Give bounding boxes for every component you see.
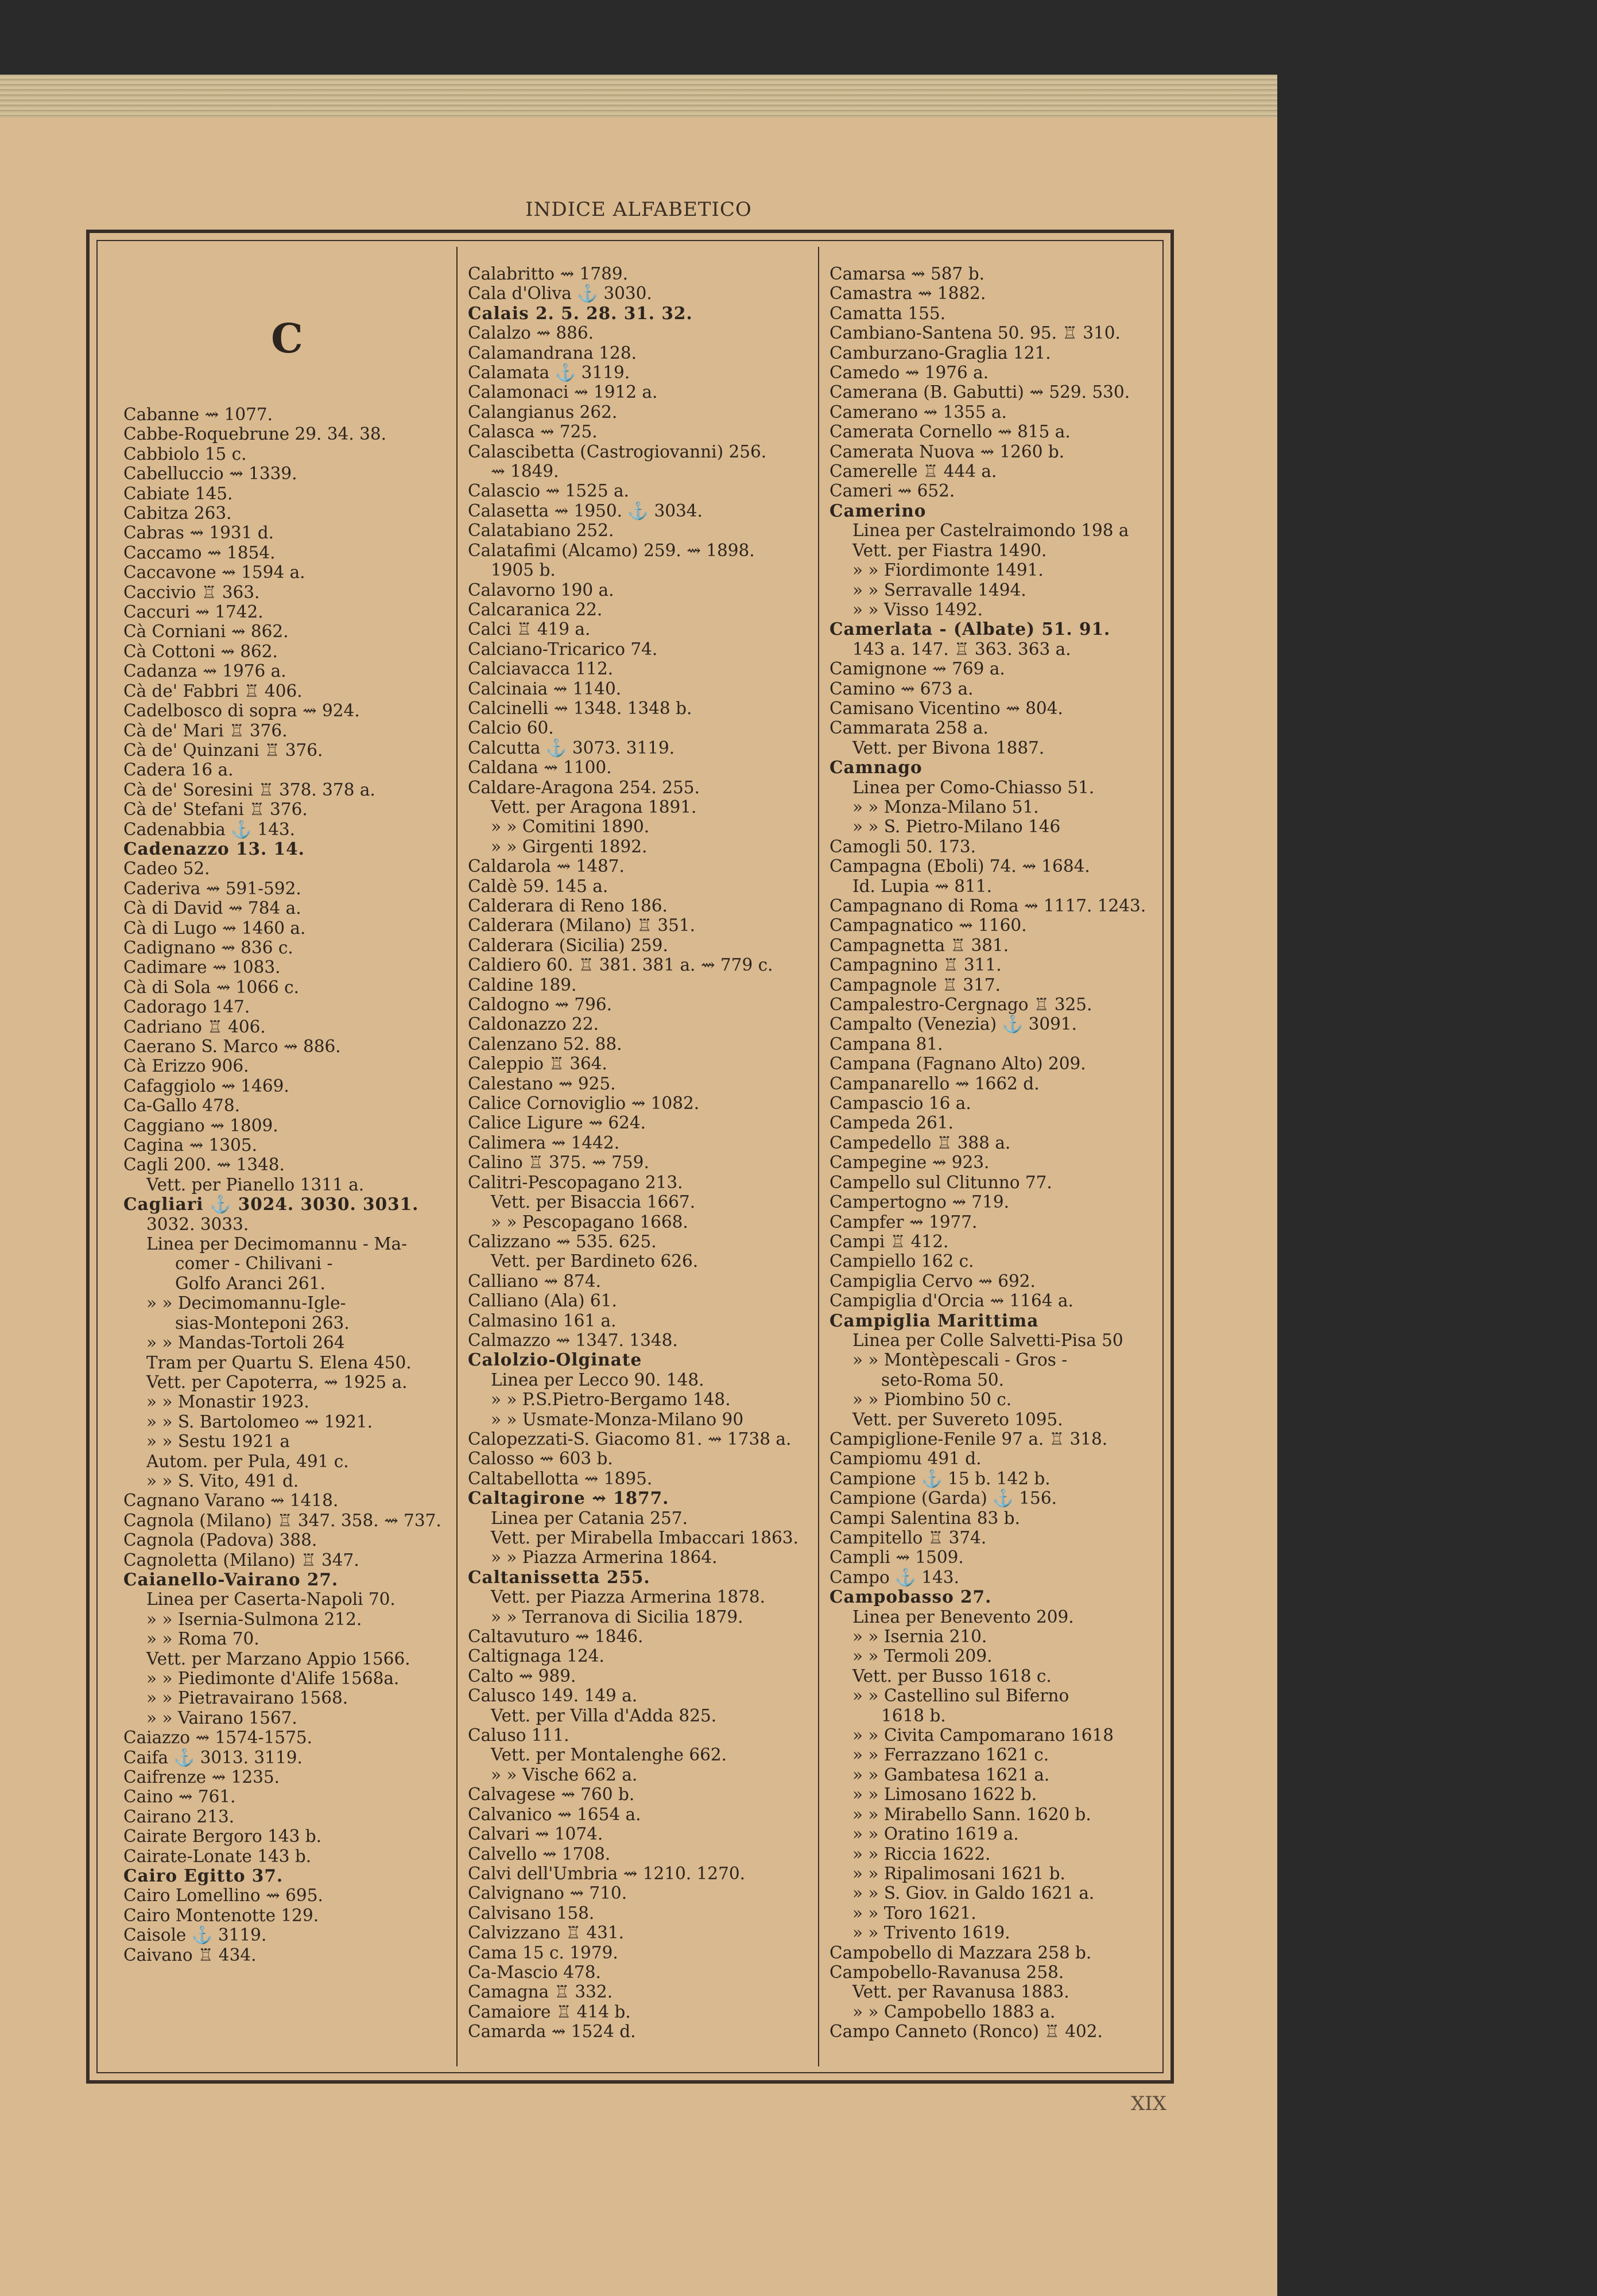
index-entry: Cà Erizzo 906.	[123, 1056, 249, 1076]
index-entry: Cairate-Lonate 143 b.	[123, 1846, 312, 1866]
index-entry: Camarsa ⇝ 587 b.	[829, 264, 984, 284]
index-entry: Calcinelli ⇝ 1348. 1348 b.	[468, 698, 692, 718]
index-entry: Calolzio-Olginate	[468, 1349, 642, 1370]
index-entry: » » Toro 1621.	[852, 1903, 976, 1923]
index-entry: Camerata Cornello ⇝ 815 a.	[829, 422, 1071, 442]
index-entry: Cabitza 263.	[123, 503, 232, 523]
index-entry: Campana 81.	[829, 1034, 943, 1054]
index-entry: » » Roma 70.	[146, 1629, 259, 1649]
index-entry: Caccivio ♖ 363.	[123, 582, 260, 602]
index-entry: Linea per Lecco 90. 148.	[491, 1370, 704, 1390]
index-entry: Calino ♖ 375. ⇝ 759.	[468, 1153, 649, 1173]
column-1-entries	[123, 405, 451, 1965]
index-entry: Calciavacca 112.	[468, 659, 614, 679]
index-entry: Campagna (Eboli) 74. ⇝ 1684.	[829, 856, 1090, 876]
index-entry: Campeda 261.	[829, 1113, 954, 1133]
index-entry: Cabelluccio ⇝ 1339.	[123, 464, 297, 484]
index-entry: Campegine ⇝ 923.	[829, 1153, 990, 1173]
index-entry: Caiazzo ⇝ 1574-1575.	[123, 1728, 312, 1748]
index-entry: » » Oratino 1619 a.	[852, 1824, 1019, 1844]
index-entry: Camerana (B. Gabutti) ⇝ 529. 530.	[829, 382, 1130, 402]
index-entry: Camerlata - (Albate) 51. 91.	[829, 619, 1111, 639]
index-entry: » » Usmate-Monza-Milano 90	[491, 1409, 744, 1429]
index-frame-inner	[96, 240, 1164, 2073]
index-entry: Caccamo ⇝ 1854.	[123, 542, 276, 563]
index-entry: Caino ⇝ 761.	[123, 1787, 236, 1807]
index-entry: Vett. per Aragona 1891.	[491, 797, 697, 817]
index-entry: Campobello di Mazzara 258 b.	[829, 1942, 1092, 1963]
index-entry: Caldogno ⇝ 796.	[468, 995, 613, 1015]
index-entry: Camerino	[829, 500, 927, 521]
index-entry: Ca-Gallo 478.	[123, 1096, 240, 1116]
index-entry: Golfo Aranci 261.	[175, 1273, 325, 1293]
index-entry: Cairano 213.	[123, 1806, 235, 1826]
index-entry: Calatafimi (Alcamo) 259. ⇝ 1898.	[468, 540, 755, 560]
index-entry: Cà de' Quinzani ♖ 376.	[123, 740, 323, 760]
index-entry: » » Civita Campomarano 1618	[852, 1725, 1114, 1746]
index-entry: Vett. per Ravanusa 1883.	[852, 1982, 1069, 2002]
index-entry: Calitri-Pescopagano 213.	[468, 1172, 683, 1192]
index-entry: Caldarola ⇝ 1487.	[468, 856, 625, 876]
index-entry: » » Vische 662 a.	[491, 1764, 638, 1785]
index-entry: Calamata ⚓ 3119.	[468, 363, 630, 383]
index-entry: Caldiero 60. ♖ 381. 381 a. ⇝ 779 c.	[468, 955, 773, 975]
index-entry: » » Serravalle 1494.	[852, 580, 1026, 600]
index-entry: » » Riccia 1622.	[852, 1844, 991, 1864]
index-entry: Cà di Lugo ⇝ 1460 a.	[123, 918, 306, 938]
index-entry: » » P.S.Pietro-Bergamo 148.	[491, 1390, 731, 1410]
index-entry: Cadenazzo 13. 14.	[123, 838, 305, 859]
index-entry: Calangianus 262.	[468, 402, 618, 422]
index-entry: 143 a. 147. ♖ 363. 363 a.	[852, 639, 1071, 659]
index-entry: Cà de' Mari ♖ 376.	[123, 720, 288, 740]
index-entry: » » Limosano 1622 b.	[852, 1785, 1037, 1805]
index-entry: Calice Cornoviglio ⇝ 1082.	[468, 1093, 700, 1114]
index-entry: » » Monza-Milano 51.	[852, 797, 1039, 817]
index-entry: Cabanne ⇝ 1077.	[123, 405, 273, 424]
index-entry: Cabbiolo 15 c.	[123, 444, 247, 464]
index-entry: Campello sul Clitunno 77.	[829, 1172, 1052, 1192]
index-entry: » » Sestu 1921 a	[146, 1432, 290, 1452]
index-entry: Camerata Nuova ⇝ 1260 b.	[829, 441, 1065, 461]
index-entry: Campagnetta ♖ 381.	[829, 935, 1009, 955]
index-entry: Cala d'Oliva ⚓ 3030.	[468, 284, 652, 304]
index-entry: Campione (Garda) ⚓ 156.	[829, 1488, 1057, 1508]
index-entry: Cairo Montenotte 129.	[123, 1905, 319, 1925]
index-entry: » » Piombino 50 c.	[852, 1390, 1012, 1410]
index-entry: » » Ferrazzano 1621 c.	[852, 1745, 1049, 1765]
index-entry: Linea per Castelraimondo 198 a	[852, 521, 1129, 541]
index-entry: Vett. per Bisaccia 1667.	[491, 1192, 696, 1212]
index-entry: Vett. per Villa d'Adda 825.	[491, 1705, 717, 1725]
index-entry: Vett. per Montalenghe 662.	[491, 1745, 727, 1765]
index-entry: Cameri ⇝ 652.	[829, 481, 955, 501]
index-entry: Campedello ♖ 388 a.	[829, 1133, 1011, 1153]
index-entry: Calavorno 190 a.	[468, 580, 614, 600]
index-entry: Camarda ⇝ 1524 d.	[468, 2022, 636, 2042]
index-entry: Caggiano ⇝ 1809.	[123, 1115, 278, 1135]
index-entry: Campobasso 27.	[829, 1587, 992, 1607]
index-entry: Cadelbosco di sopra ⇝ 924.	[123, 701, 360, 721]
index-entry: » » Comitini 1890.	[491, 817, 650, 837]
index-entry: Caldana ⇝ 1100.	[468, 758, 612, 778]
index-entry: Cadignano ⇝ 836 c.	[123, 937, 293, 957]
index-entry: » » Vairano 1567.	[146, 1708, 297, 1728]
index-entry: Calascibetta (Castrogiovanni) 256.	[468, 441, 767, 461]
column-divider	[456, 247, 458, 2066]
index-entry: Camerelle ♖ 444 a.	[829, 461, 997, 482]
index-entry: Calvagese ⇝ 760 b.	[468, 1785, 635, 1805]
index-entry: sias-Monteponi 263.	[175, 1313, 350, 1333]
index-entry: Campiomu 491 d.	[829, 1449, 982, 1469]
index-entry: Calais 2. 5. 28. 31. 32.	[468, 302, 693, 323]
index-entry: » » Campobello 1883 a.	[852, 2002, 1056, 2022]
index-entry: Campione ⚓ 15 b. 142 b.	[829, 1468, 1051, 1488]
index-entry: Campalestro-Cergnago ♖ 325.	[829, 995, 1092, 1015]
index-entry: Camogli 50. 173.	[829, 836, 976, 856]
index-entry: » » Termoli 209.	[852, 1646, 993, 1666]
index-entry: Calcaranica 22.	[468, 599, 603, 619]
index-entry: Calderara (Milano) ♖ 351.	[468, 916, 696, 936]
index-entry: » » Monastir 1923.	[146, 1392, 309, 1412]
index-entry: Calamonaci ⇝ 1912 a.	[468, 382, 658, 402]
index-entry: Linea per Colle Salvetti-Pisa 50	[852, 1330, 1123, 1350]
index-entry: Vett. per Bivona 1887.	[852, 738, 1045, 758]
index-entry: Cà Corniani ⇝ 862.	[123, 622, 289, 642]
index-entry: Cà de' Fabbri ♖ 406.	[123, 681, 303, 701]
index-entry: Cagnano Varano ⇝ 1418.	[123, 1491, 339, 1511]
index-column-2	[468, 264, 812, 2061]
index-entry: Calmasino 161 a.	[468, 1310, 617, 1331]
index-entry: Vett. per Bardineto 626.	[491, 1251, 699, 1271]
index-entry: Calatabiano 252.	[468, 521, 614, 541]
index-entry: Calopezzati-S. Giacomo 81. ⇝ 1738 a.	[468, 1429, 792, 1449]
index-entry: Cabras ⇝ 1931 d.	[123, 523, 274, 543]
index-entry: » » Isernia-Sulmona 212.	[146, 1609, 362, 1629]
index-entry: Caltabellotta ⇝ 1895.	[468, 1468, 653, 1488]
index-entry: » » Fiordimonte 1491.	[852, 560, 1044, 580]
index-entry: Camatta 155.	[829, 303, 946, 323]
index-column-3	[829, 264, 1168, 2061]
index-entry: Caldè 59. 145 a.	[468, 876, 608, 896]
index-entry: Cadenabbia ⚓ 143.	[123, 819, 296, 839]
index-entry: Calcinaia ⇝ 1140.	[468, 678, 622, 699]
index-entry: Camerano ⇝ 1355 a.	[829, 402, 1007, 422]
index-entry: Id. Lupia ⇝ 811.	[852, 876, 992, 896]
index-entry: Cà de' Soresini ♖ 378. 378 a.	[123, 779, 375, 800]
index-entry: Campiglia Cervo ⇝ 692.	[829, 1271, 1036, 1291]
index-entry: Caldonazzo 22.	[468, 1014, 599, 1034]
index-entry: Cagnola (Padova) 388.	[123, 1530, 317, 1550]
index-entry: Caisole ⚓ 3119.	[123, 1925, 267, 1945]
index-entry: » » S. Vito, 491 d.	[146, 1471, 299, 1491]
index-entry: Calvisano 158.	[468, 1903, 595, 1923]
index-entry: » » Ripalimosani 1621 b.	[852, 1863, 1065, 1883]
index-entry: Calderara (Sicilia) 259.	[468, 935, 668, 955]
index-entry: Caifrenze ⇝ 1235.	[123, 1767, 280, 1787]
column-2-entries	[468, 264, 812, 2042]
index-entry: Cagnola (Milano) ♖ 347. 358. ⇝ 737.	[123, 1510, 441, 1530]
index-entry: Vett. per Pianello 1311 a.	[146, 1174, 365, 1194]
index-entry: Camaiore ♖ 414 b.	[468, 2002, 631, 2022]
index-entry: Cà de' Stefani ♖ 376.	[123, 800, 308, 820]
index-entry: Calizzano ⇝ 535. 625.	[468, 1231, 657, 1251]
column-divider	[818, 247, 819, 2066]
index-entry: 1618 b.	[881, 1705, 946, 1725]
index-entry: Linea per Decimomannu - Ma-	[146, 1234, 408, 1254]
index-entry: » » Gambatesa 1621 a.	[852, 1764, 1050, 1785]
index-entry: Campo ⚓ 143.	[829, 1567, 959, 1587]
index-entry: Vett. per Marzano Appio 1566.	[146, 1649, 410, 1669]
index-entry: Vett. per Piazza Armerina 1878.	[491, 1587, 766, 1607]
index-entry: Calabritto ⇝ 1789.	[468, 264, 628, 284]
index-entry: Camnago	[829, 757, 922, 778]
index-entry: » » Terranova di Sicilia 1879.	[491, 1607, 743, 1627]
index-entry: Caccavone ⇝ 1594 a.	[123, 563, 305, 583]
index-entry: Cagli 200. ⇝ 1348.	[123, 1155, 285, 1175]
index-entry: Campi Salentina 83 b.	[829, 1508, 1020, 1528]
index-entry: » » Visso 1492.	[852, 599, 983, 619]
index-entry: » » Pietravairano 1568.	[146, 1688, 348, 1708]
index-entry: 1905 b.	[491, 560, 556, 580]
index-entry: Caderiva ⇝ 591-592.	[123, 878, 301, 898]
index-entry: seto-Roma 50.	[881, 1370, 1005, 1390]
index-entry: Caltignaga 124.	[468, 1646, 604, 1666]
index-entry: Campiglione-Fenile 97 a. ♖ 318.	[829, 1429, 1108, 1449]
index-entry: Calalzo ⇝ 886.	[468, 323, 594, 343]
index-entry: Vett. per Capoterra, ⇝ 1925 a.	[146, 1372, 408, 1392]
index-entry: Caldine 189.	[468, 975, 577, 995]
index-entry: Cà di Sola ⇝ 1066 c.	[123, 977, 300, 997]
index-entry: Tram per Quartu S. Elena 450.	[146, 1352, 412, 1372]
index-entry: Campalto (Venezia) ⚓ 3091.	[829, 1014, 1077, 1034]
index-entry: Cairo Lomellino ⇝ 695.	[123, 1886, 323, 1906]
page-number: XIX	[1131, 2092, 1166, 2115]
index-frame	[86, 230, 1174, 2084]
index-entry: » » Girgenti 1892.	[491, 836, 648, 856]
index-entry: Cagina ⇝ 1305.	[123, 1135, 257, 1155]
index-entry: Calascio ⇝ 1525 a.	[468, 481, 629, 501]
index-entry: Campi ♖ 412.	[829, 1231, 949, 1251]
index-entry: Caifa ⚓ 3013. 3119.	[123, 1747, 303, 1767]
index-entry: 3032. 3033.	[146, 1214, 249, 1234]
index-entry: Calvanico ⇝ 1654 a.	[468, 1804, 641, 1824]
index-entry: Linea per Benevento 209.	[852, 1607, 1074, 1627]
index-entry: Calasca ⇝ 725.	[468, 422, 598, 442]
index-entry: Camastra ⇝ 1882.	[829, 284, 986, 304]
index-entry: Cabiate 145.	[123, 483, 233, 503]
index-entry: » » S. Giov. in Galdo 1621 a.	[852, 1883, 1095, 1903]
index-entry: » » Pescopagano 1668.	[491, 1212, 688, 1232]
index-entry: Vett. per Mirabella Imbaccari 1863.	[491, 1528, 798, 1548]
index-entry: Caltagirone ⇝ 1877.	[468, 1488, 669, 1508]
index-entry: Campagnano di Roma ⇝ 1117. 1243.	[829, 896, 1146, 916]
index-entry: Campiello 162 c.	[829, 1251, 974, 1271]
index-entry: Calcutta ⚓ 3073. 3119.	[468, 738, 675, 758]
index-page	[0, 118, 1277, 2296]
index-entry: » » S. Pietro-Milano 146	[852, 817, 1061, 837]
index-entry: Calenzano 52. 88.	[468, 1034, 622, 1054]
index-entry: Camino ⇝ 673 a.	[829, 678, 974, 699]
index-entry: Cambiano-Santena 50. 95. ♖ 310.	[829, 323, 1121, 343]
index-entry: Linea per Catania 257.	[491, 1508, 688, 1528]
index-entry: Cagliari ⚓ 3024. 3030. 3031.	[123, 1194, 419, 1215]
index-entry: Linea per Caserta-Napoli 70.	[146, 1589, 396, 1609]
index-entry: Calliano ⇝ 874.	[468, 1271, 601, 1291]
index-entry: Cadanza ⇝ 1976 a.	[123, 661, 286, 681]
index-entry: Caldare-Aragona 254. 255.	[468, 777, 700, 797]
index-entry: » » Castellino sul Biferno	[852, 1686, 1069, 1706]
index-entry: Calvignano ⇝ 710.	[468, 1883, 627, 1903]
column-3-entries	[829, 264, 1168, 2042]
index-entry: Cadeo 52.	[123, 859, 210, 879]
index-entry: Campascio 16 a.	[829, 1093, 971, 1114]
index-entry: » » Piazza Armerina 1864.	[491, 1548, 718, 1568]
index-entry: Caltanissetta 255.	[468, 1566, 650, 1587]
index-entry: Caltavuturo ⇝ 1846.	[468, 1627, 644, 1647]
index-entry: Calasetta ⇝ 1950. ⚓ 3034.	[468, 501, 703, 521]
index-entry: Caccuri ⇝ 1742.	[123, 602, 263, 622]
index-entry: Campo Canneto (Ronco) ♖ 402.	[829, 2022, 1103, 2042]
index-entry: Calderara di Reno 186.	[468, 896, 668, 916]
index-entry: Calosso ⇝ 603 b.	[468, 1449, 613, 1469]
index-entry: Calcio 60.	[468, 718, 554, 738]
index-entry: Camagna ♖ 332.	[468, 1982, 613, 2002]
index-entry: » » Decimomannu-Igle-	[146, 1293, 346, 1313]
index-entry: Camisano Vicentino ⇝ 804.	[829, 698, 1063, 718]
index-entry: Vett. per Suvereto 1095.	[852, 1409, 1063, 1429]
index-entry: Campobello-Ravanusa 258.	[829, 1962, 1064, 1982]
index-entry: » » Montèpescali - Gros -	[852, 1350, 1068, 1370]
index-entry: Linea per Como-Chiasso 51.	[852, 777, 1095, 797]
index-entry: Calvizzano ♖ 431.	[468, 1923, 625, 1943]
index-entry: » » S. Bartolomeo ⇝ 1921.	[146, 1411, 373, 1432]
index-entry: Campfer ⇝ 1977.	[829, 1212, 978, 1232]
section-letter: C	[271, 315, 303, 362]
index-entry: Calice Ligure ⇝ 624.	[468, 1113, 646, 1133]
index-entry: Cagnoletta (Milano) ♖ 347.	[123, 1550, 359, 1570]
index-entry: Campana (Fagnano Alto) 209.	[829, 1054, 1086, 1074]
index-entry: Ca-Mascio 478.	[468, 1962, 601, 1982]
index-entry: Caluso 111.	[468, 1725, 569, 1746]
index-entry: Cammarata 258 a.	[829, 718, 989, 738]
page-header: INDICE ALFABETICO	[525, 198, 752, 221]
index-column-1	[123, 264, 451, 2061]
index-entry: Cabbe-Roquebrune 29. 34. 38.	[123, 424, 386, 444]
index-entry: » » Piedimonte d'Alife 1568a.	[146, 1669, 400, 1688]
index-entry: Campagnino ♖ 311.	[829, 955, 1002, 975]
index-entry: Campli ⇝ 1509.	[829, 1548, 964, 1568]
index-entry: Caianello-Vairano 27.	[123, 1569, 339, 1589]
index-entry: Cadera 16 a.	[123, 760, 234, 780]
index-entry: Camignone ⇝ 769 a.	[829, 659, 1005, 679]
index-entry: Caleppio ♖ 364.	[468, 1054, 607, 1074]
index-entry: Calamandrana 128.	[468, 343, 637, 363]
index-entry: Campiglia d'Orcia ⇝ 1164 a.	[829, 1291, 1073, 1311]
index-entry: Calimera ⇝ 1442.	[468, 1133, 620, 1153]
index-entry: Cama 15 c. 1979.	[468, 1942, 618, 1963]
index-entry: Campanarello ⇝ 1662 d.	[829, 1073, 1040, 1093]
index-entry: comer - Chilivani -	[175, 1254, 333, 1274]
index-entry: » » Mandas-Tortoli 264	[146, 1333, 345, 1353]
index-entry: Campagnatico ⇝ 1160.	[829, 916, 1027, 936]
index-entry: Camedo ⇝ 1976 a.	[829, 363, 989, 383]
index-entry: Campertogno ⇝ 719.	[829, 1192, 1009, 1212]
index-entry: » » Mirabello Sann. 1620 b.	[852, 1804, 1091, 1824]
index-entry: Calusco 149. 149 a.	[468, 1686, 638, 1706]
index-entry: Campagnole ♖ 317.	[829, 975, 1001, 995]
index-entry: Cadimare ⇝ 1083.	[123, 957, 281, 978]
index-entry: Campitello ♖ 374.	[829, 1528, 987, 1548]
index-entry: Calci ♖ 419 a.	[468, 619, 591, 639]
index-entry: Caivano ♖ 434.	[123, 1945, 257, 1965]
index-entry: ⇝ 1849.	[491, 461, 559, 482]
index-entry: Cafaggiolo ⇝ 1469.	[123, 1076, 289, 1096]
index-entry: Calvi dell'Umbria ⇝ 1210. 1270.	[468, 1863, 745, 1883]
index-entry: Calmazzo ⇝ 1347. 1348.	[468, 1330, 678, 1350]
index-entry: » » Isernia 210.	[852, 1627, 987, 1647]
index-entry: Calto ⇝ 989.	[468, 1666, 576, 1686]
index-entry: Cairate Bergoro 143 b.	[123, 1826, 322, 1847]
index-entry: » » Trivento 1619.	[852, 1923, 1010, 1943]
index-entry: Cairo Egitto 37.	[123, 1865, 284, 1886]
index-entry: Calciano-Tricarico 74.	[468, 639, 658, 659]
index-entry: Cà di David ⇝ 784 a.	[123, 898, 301, 918]
index-entry: Cà Cottoni ⇝ 862.	[123, 641, 278, 661]
index-entry: Vett. per Fiastra 1490.	[852, 540, 1047, 560]
index-entry: Calestano ⇝ 925.	[468, 1073, 616, 1093]
index-entry: Calvari ⇝ 1074.	[468, 1824, 603, 1844]
index-entry: Cadriano ♖ 406.	[123, 1017, 266, 1037]
index-entry: Campiglia Marittima	[829, 1310, 1039, 1331]
index-entry: Caerano S. Marco ⇝ 886.	[123, 1037, 341, 1056]
index-entry: Autom. per Pula, 491 c.	[146, 1451, 349, 1471]
index-entry: Calliano (Ala) 61.	[468, 1291, 617, 1311]
index-entry: Calvello ⇝ 1708.	[468, 1844, 611, 1864]
index-entry: Camburzano-Graglia 121.	[829, 343, 1051, 363]
index-entry: Vett. per Busso 1618 c.	[852, 1666, 1052, 1686]
index-entry: Cadorago 147.	[123, 997, 250, 1017]
